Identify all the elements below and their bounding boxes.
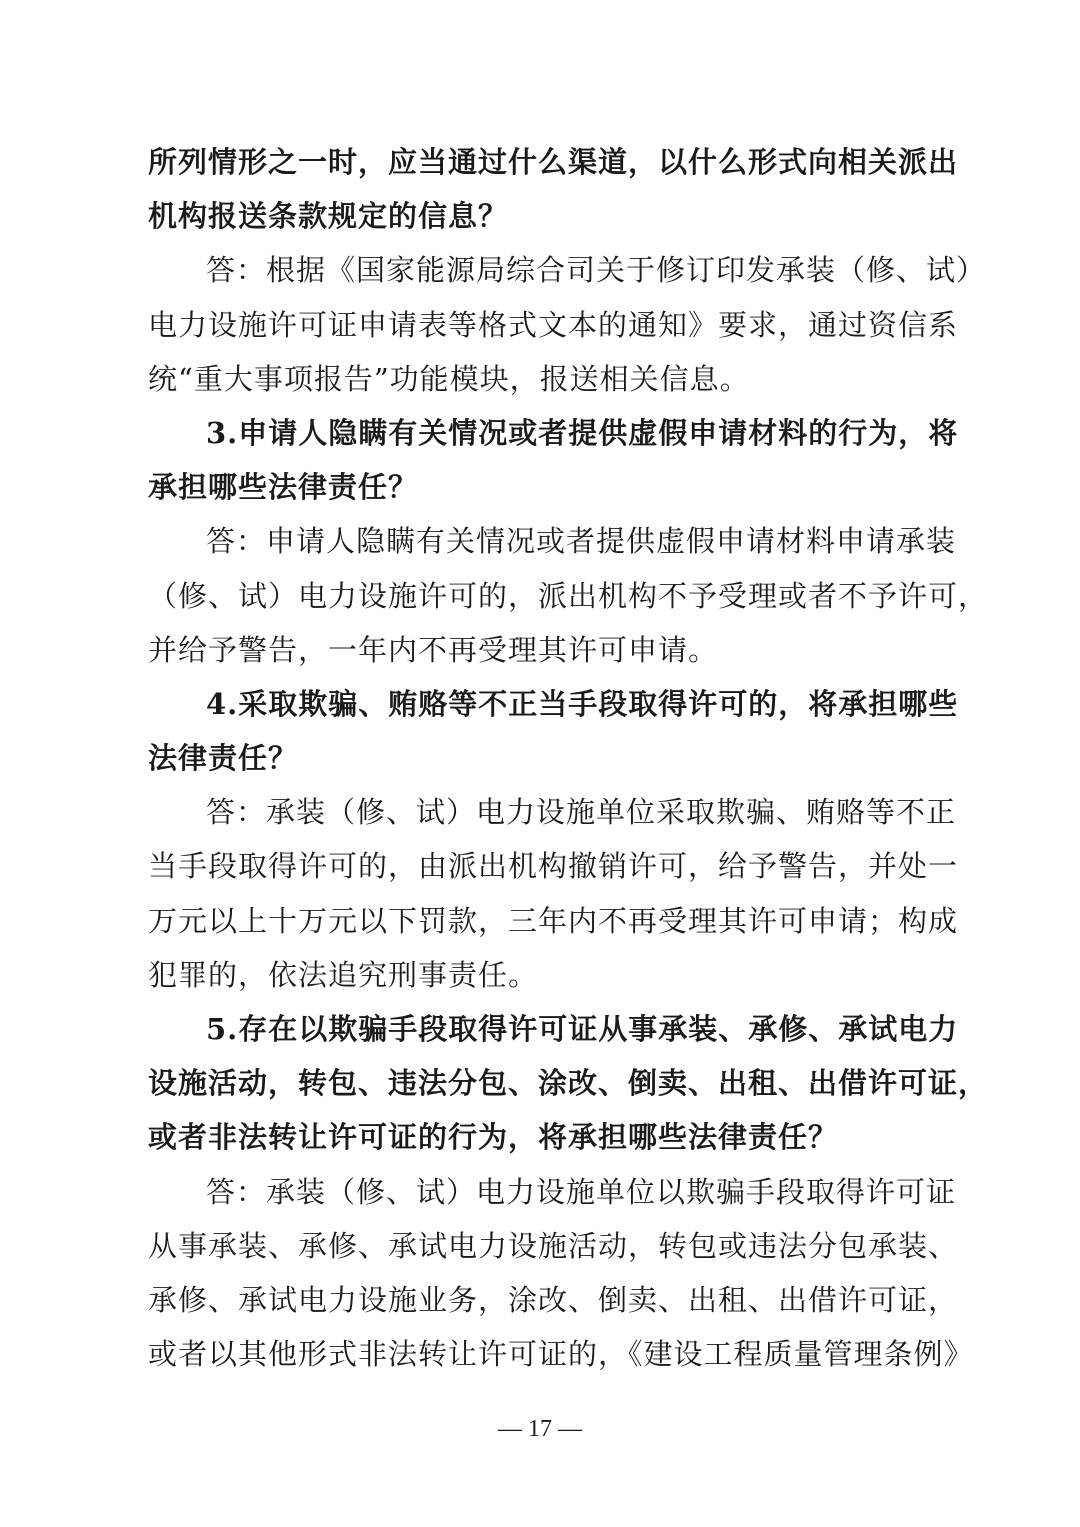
page-number: — 17 — — [498, 1416, 582, 1442]
answer-2 — [148, 243, 987, 406]
text-line: 所列情形之一时，应当通过什么渠道，以什么形式向相关派出 — [148, 145, 959, 179]
text-line: 万元以上十万元以下罚款，三年内不再受理其许可申请；构成 — [148, 903, 959, 938]
text-line: 犯罪的，依法追究刑事责任。 — [148, 957, 539, 992]
text-line: 设施活动，转包、违法分包、涂改、倒卖、出租、出借许可证， — [148, 1066, 989, 1101]
question-5 — [148, 1002, 989, 1165]
document-body — [148, 135, 989, 1381]
answer-5 — [148, 1165, 974, 1382]
text-line: （修、试）电力设施许可的，派出机构不予受理或者不予许可， — [148, 578, 989, 613]
question-4 — [148, 677, 959, 785]
text-line: 3.申请人隐瞒有关情况或者提供虚假申请材料的行为，将 — [206, 415, 959, 450]
answer-4 — [148, 785, 959, 1002]
question-2-tail — [148, 135, 959, 243]
text-line: 机构报送条款规定的信息？ — [148, 199, 509, 234]
answer-3 — [148, 514, 989, 677]
text-line: 当手段取得许可的，由派出机构撤销许可，给予警告，并处一 — [148, 849, 959, 884]
text-line: 并给予警告，一年内不再受理其许可申请。 — [148, 632, 719, 667]
question-3 — [148, 406, 959, 514]
text-line: 或者以其他形式非法转让许可证的，《建设工程质量管理条例》 — [148, 1337, 974, 1372]
text-line: 承担哪些法律责任？ — [148, 470, 419, 505]
text-line: 或者非法转让许可证的行为，将承担哪些法律责任？ — [148, 1120, 839, 1155]
text-line: 电力设施许可证申请表等格式文本的通知》要求，通过资信系 — [148, 307, 959, 342]
text-line: 答：申请人隐瞒有关情况或者提供虚假申请材料申请承装 — [206, 524, 957, 559]
text-line: 答：承装（修、试）电力设施单位采取欺骗、贿赂等不正 — [206, 795, 957, 830]
text-line: 4.采取欺骗、贿赂等不正当手段取得许可的，将承担哪些 — [206, 686, 959, 721]
text-line: 统“重大事项报告”功能模块，报送相关信息。 — [148, 361, 750, 396]
text-line: 法律责任？ — [148, 741, 299, 776]
text-line: 答：根据《国家能源局综合司关于修订印发承装（修、试） — [206, 253, 987, 288]
text-line: 答：承装（修、试）电力设施单位以欺骗手段取得许可证 — [206, 1174, 957, 1209]
text-line: 承修、承试电力设施业务，涂改、倒卖、出租、出借许可证， — [148, 1282, 959, 1317]
text-line: 5.存在以欺骗手段取得许可证从事承装、承修、承试电力 — [206, 1012, 959, 1046]
text-line: 从事承装、承修、承试电力设施活动，转包或违法分包承装、 — [148, 1228, 959, 1263]
